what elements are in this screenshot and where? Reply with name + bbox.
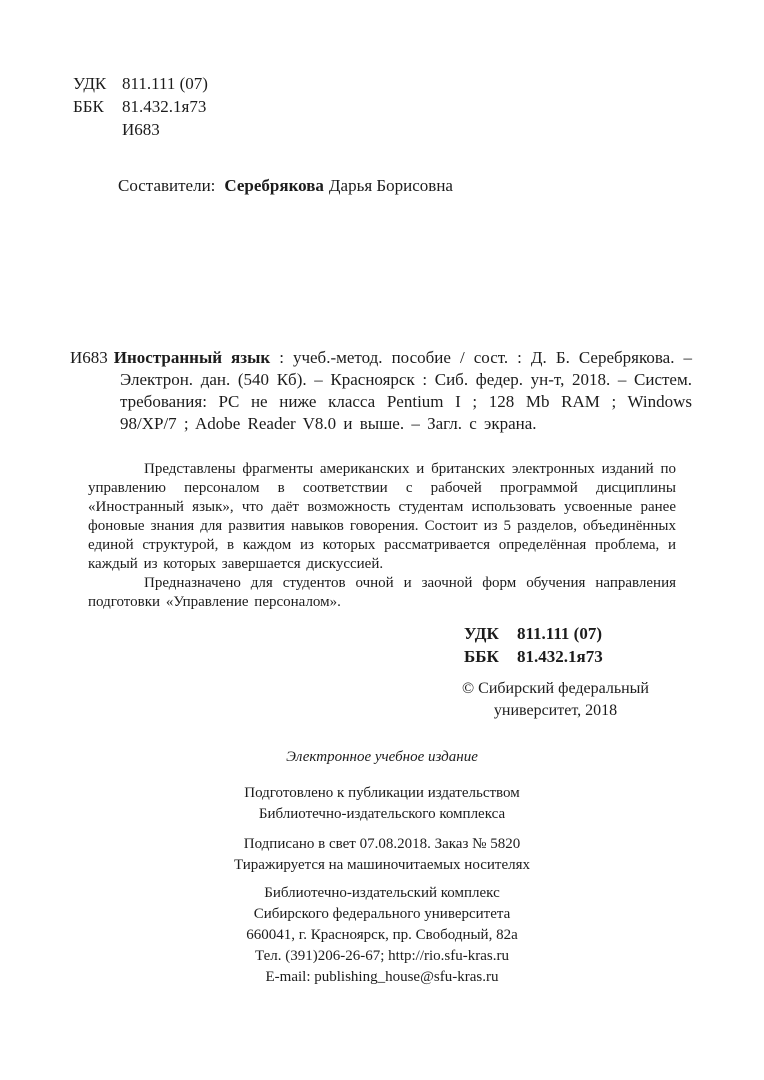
compiler-surname: Серебрякова: [224, 176, 324, 195]
udk-value-right: 811.111 (07): [517, 624, 603, 643]
bbk-line-right: [464, 645, 764, 668]
copyright-block: [462, 678, 764, 722]
publisher-name: Библиотечно-издательский комплекс: [264, 885, 500, 901]
bbk-value-right: 81.432.1я73: [517, 647, 603, 666]
compilers-line: [118, 175, 764, 197]
author-sign-line: [73, 118, 764, 141]
publisher-email: E-mail: publishing_house@sfu-kras.ru: [265, 969, 499, 985]
copyright-inner: [462, 678, 649, 722]
prepared-line-2: Библиотечно-издательского комплекса: [258, 806, 506, 822]
udk-line-right: [464, 622, 764, 645]
bbk-label-right: ББК: [464, 647, 499, 666]
publisher-university: Сибирского федерального университета: [253, 906, 511, 922]
udk-value: 811.111 (07): [122, 74, 208, 93]
prepared-by-block: [0, 783, 764, 825]
annotation-paragraph-1: Представлены фрагменты американских и британских электронных изданий по управлению персоналом в соответствии с рабочей программой дисциплины «Иностранный язык», что даёт возможность студентам использовать усвоенные ранее фоновые знания для развития навыков говорения. Состоит из 5 разделов, объединённых единой структурой, в каждом из которых рассматривается определённая проблема, и каждый из которых завершается дискуссией.: [88, 461, 676, 572]
bib-title: Иностранный язык: [113, 348, 271, 367]
bbk-line: [73, 95, 764, 118]
publisher-phone-site: Тел. (391)206-26-67; http://rio.sfu-kras.ru: [255, 948, 509, 964]
prepared-line-1: Подготовлено к публикации издательством: [244, 785, 520, 801]
compiler-name: Дарья Борисовна: [328, 176, 453, 195]
bib-description: : учеб.-метод. пособие / сост. : Д. Б. Серебрякова. – Электрон. дан. (540 Кб). – Красноярск : Сиб. федер. ун-т, 2018. – Систем. требования: PC не ниже класса Pentium I ; 128 Mb RAM ; Windows 98/XP/7 ; Adobe Reader V8.0 и выше. – Загл. с экрана.: [120, 348, 692, 433]
bbk-value: 81.432.1я73: [122, 97, 207, 116]
publisher-contact-block: [0, 883, 764, 988]
bibliographic-entry: [70, 347, 692, 435]
bib-author-sign: И683: [70, 348, 108, 367]
signed-date-order: Подписано в свет 07.08.2018. Заказ № 5820: [243, 836, 521, 852]
udk-line: [73, 72, 764, 95]
annotation-paragraph-2: Предназначено для студентов очной и заочной форм обучения направления подготовки «Управление персоналом».: [88, 575, 676, 610]
compilers-label: Составители:: [118, 176, 216, 195]
edition-type-line: Электронное учебное издание: [286, 749, 478, 765]
classification-codes-right: [464, 622, 764, 668]
publisher-address: 660041, г. Красноярск, пр. Свободный, 82а: [246, 927, 518, 943]
print-info-block: [0, 834, 764, 876]
copyright-holder: © Сибирский федеральный: [462, 680, 649, 697]
udk-label-right: УДК: [464, 624, 499, 643]
top-classification-block: [73, 72, 764, 141]
udk-label: УДК: [73, 74, 107, 93]
distribution-note: Тиражируется на машиночитаемых носителях: [233, 857, 530, 873]
copyright-year: университет, 2018: [493, 702, 618, 719]
author-sign: И683: [122, 120, 160, 139]
bbk-label: ББК: [73, 97, 104, 116]
annotation-block: [88, 460, 676, 612]
